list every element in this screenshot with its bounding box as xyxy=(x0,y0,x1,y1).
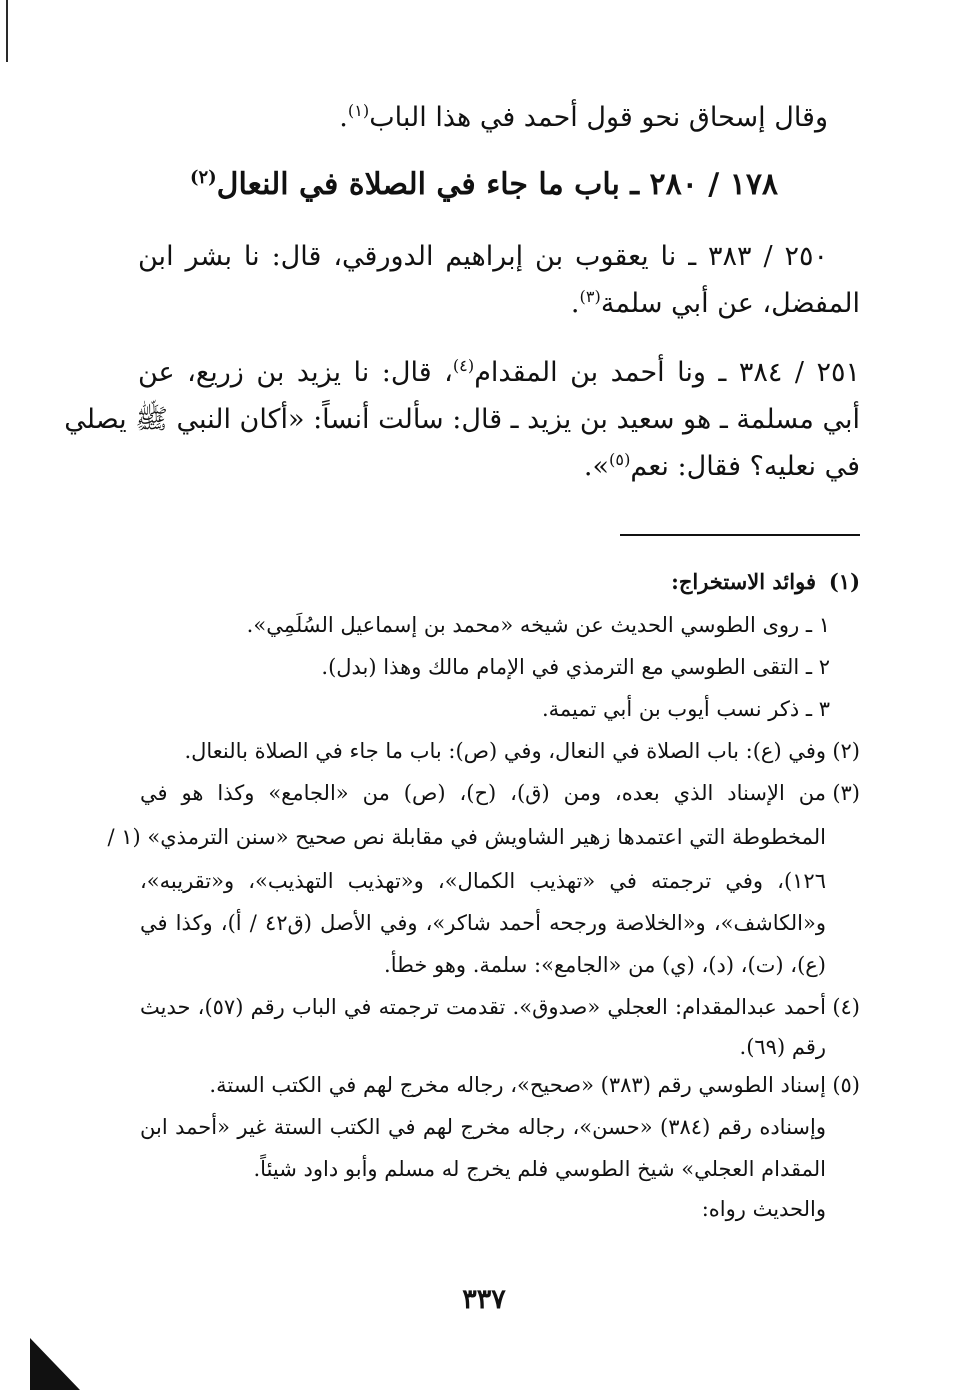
footnote-5-line-2: وإسناده رقم (٣٨٤) «حسن»، رجاله مخرج لهم في الكتب الستة غير «أحمد ابن xyxy=(140,1115,826,1139)
footnote-3-line-5: (ع)، (ت)، (د)، (ي) من «الجامع»: سلمة. وهو خطأ. xyxy=(384,953,826,977)
hadith-251-line-2: أبي مسلمة ـ هو سعيد بن يزيد ـ قال: سألت أنساً: «أكان النبي ﷺ يصلي xyxy=(64,404,860,435)
footnote-ref-1[interactable]: (١) xyxy=(347,101,370,120)
page-edge-line xyxy=(6,0,8,62)
footnote-4-line-1: أحمد عبدالمقدام: العجلي «صدوق». تقدمت ترجمته في الباب رقم (٥٧)، حديث xyxy=(140,995,826,1019)
footnote-3-line-3: ١٢٦)، وفي ترجمته في «تهذيب الكمال»، و«تهذيب التهذيب»، و«تقريبه»، xyxy=(140,869,826,893)
footnote-4-line-2: رقم (٦٩). xyxy=(739,1035,826,1059)
footnote-1-item-1: ١ ـ روى الطوسي الحديث عن شيخه «محمد بن إسماعيل السُلَمِي». xyxy=(246,613,830,637)
footnote-separator xyxy=(620,534,860,536)
footnote-4-number: (٤) xyxy=(832,995,860,1019)
footnote-1-item-3: ٣ ـ ذكر نسب أيوب بن أبي تميمة. xyxy=(541,697,830,721)
corner-triangle-icon xyxy=(30,1338,80,1390)
footnote-3-number: (٣) xyxy=(832,781,860,805)
footnote-5-line-3: المقدام العجلي» شيخ الطوسي فلم يخرج له مسلم وأبو داود شيئاً. xyxy=(253,1157,826,1181)
chapter-heading: ١٧٨ / ٢٨٠ ـ باب ما جاء في الصلاة في النعال$^{(٢)}$ xyxy=(189,167,779,202)
hadith-251-line-3: في نعليه؟ فقال: نعم$^{(٥)}$». xyxy=(583,450,860,482)
footnote-1-item-2: ٢ ـ التقى الطوسي مع الترمذي في الإمام مالك وهذا (بدل). xyxy=(321,655,830,679)
footnote-ref-3[interactable]: (٣) xyxy=(579,287,601,306)
footnote-5-line-1: إسناد الطوسي رقم (٣٨٣) «صحيح»، رجاله مخرج لهم في الكتب الستة. xyxy=(209,1073,826,1097)
hadith-251-line-1: ٢٥١ / ٣٨٤ ـ ونا أحمد بن المقدام$^{(٤)}$، قال: نا يزيد بن زريع، عن xyxy=(138,356,860,388)
footnote-5-number: (٥) xyxy=(832,1073,860,1097)
text-line-ishaq: وقال إسحاق نحو قول أحمد في هذا الباب$^{(١)}$. xyxy=(339,101,828,133)
footnote-3-line-2: المخطوطة التي اعتمدها زهير الشاويش في مقابلة نص صحيح «سنن الترمذي» (١ / xyxy=(107,825,826,849)
footnote-3-line-4: و«الكاشف»، و«الخلاصة ورجحه أحمد شاكر»، وفي الأصل (ق٤٢ / أ)، وكذا في xyxy=(140,911,826,935)
footnote-3-line-1: من الإسناد الذي بعده، ومن (ق)، (ح)، (ص) من «الجامع» وكذا هو في xyxy=(140,781,826,805)
footnote-1-title: فوائد الاستخراج: xyxy=(671,569,816,594)
footnote-1-number: (١) xyxy=(828,569,860,594)
hadith-250-line-1: ٢٥٠ / ٣٨٣ ـ نا يعقوب بن إبراهيم الدورقي، قال: نا بشر ابن xyxy=(138,241,829,272)
footnote-2-number: (٢) xyxy=(832,739,860,763)
footnote-ref-2[interactable]: (٢) xyxy=(189,167,217,188)
footnote-5-line-4: والحديث رواه: xyxy=(701,1197,826,1221)
footnote-ref-5[interactable]: (٥) xyxy=(609,450,631,469)
page-number: ٣٣٧ xyxy=(462,1284,506,1315)
hadith-250-line-2: المفضل، عن أبي سلمة$^{(٣)}$. xyxy=(570,287,860,319)
footnote-ref-4[interactable]: (٤) xyxy=(452,356,475,375)
footnote-2-text: وفي (ع): باب الصلاة في النعال، وفي (ص): باب ما جاء في الصلاة بالنعال. xyxy=(184,739,826,763)
